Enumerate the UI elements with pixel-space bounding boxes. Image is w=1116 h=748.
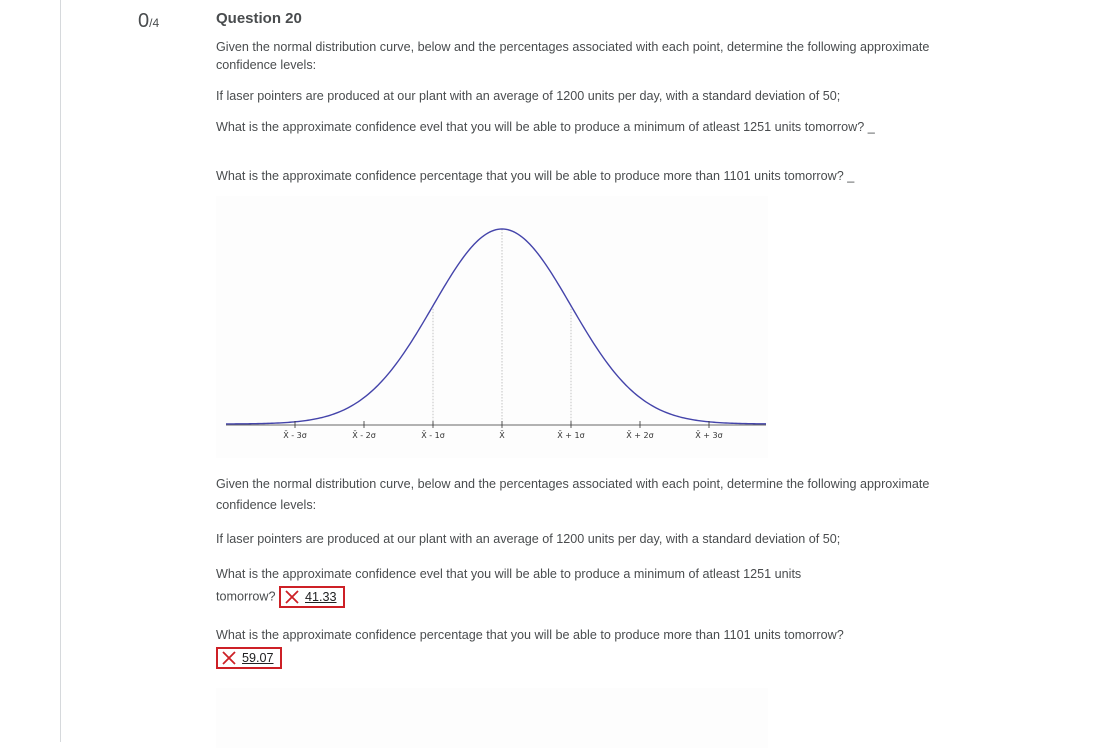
feedback-part-1-row: [216, 586, 345, 608]
feedback-part-1-line1: What is the approximate confidence evel that you will be able to produce a minimum of atleast 1251 units: [216, 567, 802, 581]
answer-1-box[interactable]: [279, 586, 345, 608]
answer-1-value: 41.33: [305, 590, 337, 604]
x-tick-label: X̄ - 3σ: [283, 431, 307, 440]
score-earned: 0: [138, 10, 150, 32]
x-tick-label: X̄ - 2σ: [352, 431, 376, 440]
incorrect-icon: [285, 590, 299, 604]
x-tick-label: X̄: [499, 431, 505, 440]
normal-distribution-chart-repeat: [216, 688, 768, 748]
question-title: Question 20: [216, 10, 302, 27]
left-divider: [60, 0, 61, 742]
x-tick-label: X̄ + 1σ: [557, 431, 585, 440]
feedback-context: If laser pointers are produced at our plant with an average of 1200 units per day, with a standard deviation of 50;: [216, 532, 841, 546]
question-context: If laser pointers are produced at our plant with an average of 1200 units per day, with a standard deviation of 50;: [216, 89, 841, 103]
feedback-part-1-line2: tomorrow?: [216, 589, 276, 604]
x-tick-label: X̄ + 2σ: [626, 431, 654, 440]
x-tick-label: X̄ + 3σ: [695, 431, 723, 440]
feedback-intro: Given the normal distribution curve, below and the percentages associated with each point, determine the following approximate confidence levels:: [216, 477, 930, 512]
answer-2-value: 59.07: [242, 651, 274, 665]
question-score: [138, 10, 159, 33]
incorrect-icon: [222, 651, 236, 665]
question-part-1: What is the approximate confidence evel that you will be able to produce a minimum of atleast 1251 units tomorrow? _: [216, 120, 875, 134]
answer-2-box[interactable]: [216, 647, 282, 669]
feedback-part-2-row: [216, 647, 282, 669]
question-part-2: What is the approximate confidence percentage that you will be able to produce more than 1101 units tomorrow? _: [216, 169, 855, 183]
feedback-part-2-text: What is the approximate confidence percentage that you will be able to produce more than 1101 units tomorrow?: [216, 628, 844, 642]
question-intro: Given the normal distribution curve, below and the percentages associated with each point, determine the following approximate confidence levels:: [216, 40, 930, 72]
normal-distribution-chart: [216, 196, 768, 458]
x-tick-label: X̄ - 1σ: [421, 431, 445, 440]
score-total: /4: [149, 16, 160, 30]
chart-background: [216, 688, 768, 748]
